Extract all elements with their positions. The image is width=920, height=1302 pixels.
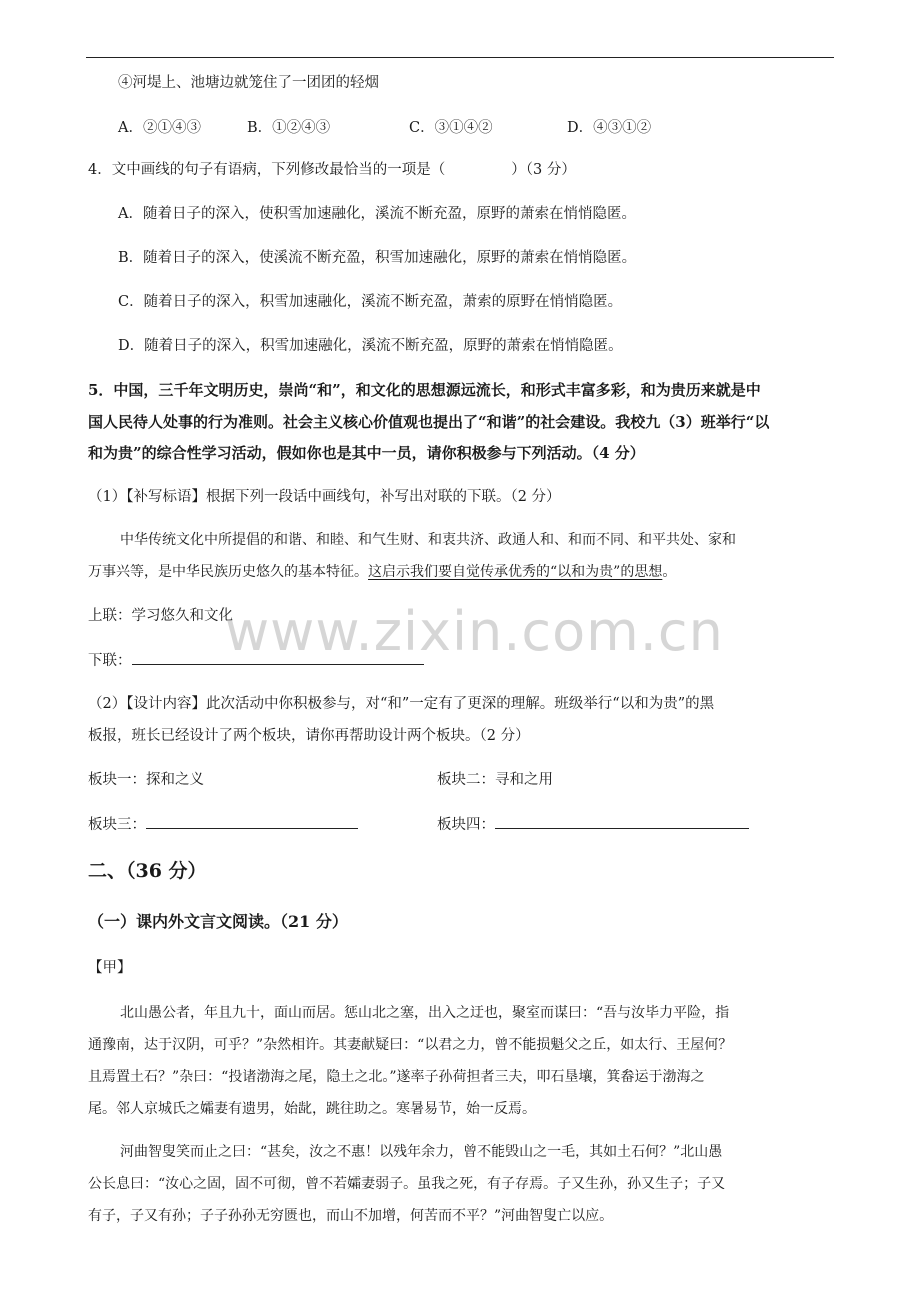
passage-para-1-line-3: 且焉置土石？”杂曰：“投诸渤海之尾，隐土之北。”遂率子孙荷担者三夫，叩石垦壤，箕畚运于渤海之 bbox=[88, 1069, 705, 1085]
block-4-answer-blank[interactable] bbox=[495, 814, 749, 829]
q5-block-3-row bbox=[88, 814, 358, 835]
header-rule bbox=[86, 57, 834, 58]
q5-passage-underlined: 这启示我们要自觉传承优秀的“以和为贵”的思想 bbox=[368, 564, 663, 580]
q3-option-d: D．④③①② bbox=[567, 120, 652, 136]
q4-option-d: D．随着日子的深入，积雪加速融化，溪流不断充盈，原野的萧索在悄悄隐匿。 bbox=[118, 338, 623, 354]
q5-block-3-label: 板块三： bbox=[88, 817, 146, 833]
watermark: www.zixin.com.cn bbox=[225, 600, 724, 663]
q4-stem-end: ）（3 分） bbox=[511, 162, 576, 178]
passage-para-1-line-1: 北山愚公者，年且九十，面山而居。惩山北之塞，出入之迂也，聚室而谋曰：“吾与汝毕力平险，指 bbox=[120, 1005, 730, 1021]
q5-sub2-line-2: 板报，班长已经设计了两个板块，请你再帮助设计两个板块。（2 分） bbox=[88, 728, 530, 744]
q3-option-b: B．①②④③ bbox=[247, 120, 331, 136]
passage-para-2-line-2: 公长息曰：“汝心之固，固不可彻，曾不若孀妻弱子。虽我之死，有子存焉。子又生孙，孙又生子；子又 bbox=[88, 1176, 726, 1192]
q5-block-1: 板块一：探和之义 bbox=[88, 772, 204, 788]
q4-stem-text: 4．文中画线的句子有语病，下列修改最恰当的一项是（ bbox=[88, 162, 446, 178]
q3-option-a: A．②①④③ bbox=[118, 120, 201, 136]
q4-stem bbox=[88, 160, 576, 180]
q5-shanglian: 上联：学习悠久和文化 bbox=[88, 608, 233, 624]
passage-para-1-line-2: 通豫南，达于汉阴，可乎？”杂然相许。其妻献疑曰：“以君之力，曾不能损魁父之丘，如太行、王屋何？ bbox=[88, 1037, 733, 1053]
q5-stem-line-1: 5．中国，三千年文明历史，崇尚“和”，和文化的思想源远流长，和形式丰富多彩，和为贵历来就是中 bbox=[88, 381, 761, 399]
section-2-subheading: （一）课内外文言文阅读。（21 分） bbox=[88, 912, 348, 931]
q5-passage-line-2 bbox=[88, 562, 676, 582]
q5-block-2: 板块二：寻和之用 bbox=[437, 772, 553, 788]
q5-stem-line-3: 和为贵”的综合性学习活动，假如你也是其中一员，请你积极参与下列活动。（4 分） bbox=[88, 444, 645, 462]
q5-stem-line-2: 国人民待人处事的行为准则。社会主义核心价值观也提出了“和谐”的社会建设。我校九（3）班举行“以 bbox=[88, 413, 770, 431]
q4-option-c: C．随着日子的深入，积雪加速融化，溪流不断充盈，萧索的原野在悄悄隐匿。 bbox=[118, 294, 623, 310]
q5-passage-end: 。 bbox=[662, 564, 677, 580]
q3-option-c: C．③①④② bbox=[409, 120, 493, 136]
q4-option-a: A．随着日子的深入，使积雪加速融化，溪流不断充盈，原野的萧索在悄悄隐匿。 bbox=[118, 206, 636, 222]
block-3-answer-blank[interactable] bbox=[146, 814, 358, 829]
q5-block-4-row bbox=[437, 814, 749, 835]
q5-xialian-row bbox=[88, 650, 424, 671]
q5-block-4-label: 板块四： bbox=[437, 817, 495, 833]
q5-sub2-line-1: （2）【设计内容】此次活动中你积极参与，对“和”一定有了更深的理解。班级举行“以和为贵”的黑 bbox=[88, 696, 715, 712]
q5-xialian-label: 下联： bbox=[88, 653, 132, 669]
xialian-answer-blank[interactable] bbox=[132, 650, 424, 665]
passage-jia-label: 【甲】 bbox=[88, 960, 132, 976]
passage-para-2-line-3: 有子，子又有孙；子子孙孙无穷匮也，而山不加增，何苦而不平？”河曲智叟亡以应。 bbox=[88, 1208, 614, 1224]
q4-option-b: B．随着日子的深入，使溪流不断充盈，积雪加速融化，原野的萧索在悄悄隐匿。 bbox=[118, 250, 637, 266]
passage-para-2-line-1: 河曲智叟笑而止之曰：“甚矣，汝之不惠！以残年余力，曾不能毁山之一毛，其如土石何？”北山愚 bbox=[120, 1144, 723, 1160]
passage-para-1-line-4: 尾。邻人京城氏之孀妻有遗男，始龀，跳往助之。寒暑易节，始一反焉。 bbox=[88, 1101, 536, 1117]
section-2-heading: 二、（36 分） bbox=[88, 860, 207, 882]
q3-item-4: ④河堤上、池塘边就笼住了一团团的轻烟 bbox=[118, 75, 379, 91]
q5-passage-line-1: 中华传统文化中所提倡的和谐、和睦、和气生财、和衷共济、政通人和、和而不同、和平共处、家和 bbox=[120, 532, 736, 548]
q5-passage-plain: 万事兴等，是中华民族历史悠久的基本特征。 bbox=[88, 564, 368, 580]
q5-sub1-prompt: （1）【补写标语】根据下列一段话中画线句，补写出对联的下联。（2 分） bbox=[88, 489, 561, 505]
